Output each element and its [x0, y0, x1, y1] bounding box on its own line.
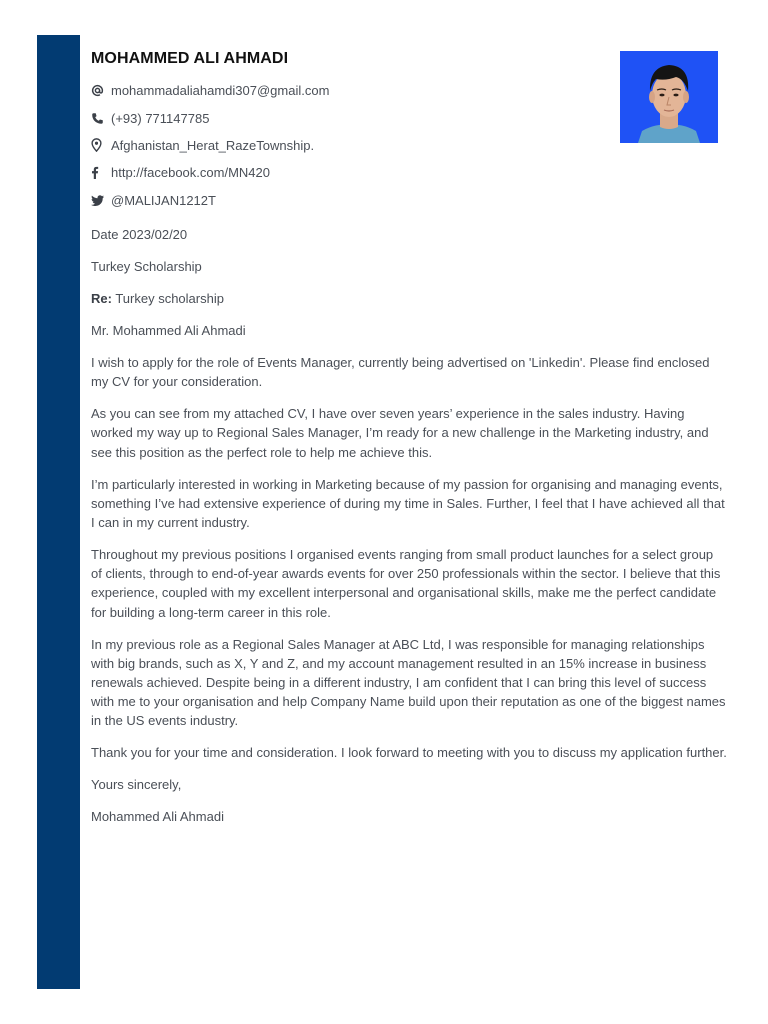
letter-paragraph: I wish to apply for the role of Events Manager, currently being advertised on 'Linkedin'. Please find enclosed my CV for your consideration.: [91, 354, 710, 390]
contact-email[interactable]: [91, 77, 727, 104]
contact-phone-text: (+93) 771147785: [111, 110, 210, 126]
letter-paragraph: As you can see from my attached CV, I have over seven years’ experience in the sales industry. Having worked my way up to Regional Sales Manager, I’m ready for a new challenge in the Marketing industry, and see this position as the perfect role to help me achieve this.: [91, 406, 709, 460]
contact-email-text: mohammadaliahamdi307@gmail.com: [111, 83, 330, 99]
letter-paragraph: Throughout my previous positions I organised events ranging from small product launches for a select group of clients, through to end-of-year awards events for over 250 professionals within the sector. I believe that this experience, coupled with my excellent interpersonal and organisational skills, make me the perfect candidate for building a long-term career in this role.: [91, 546, 721, 620]
contact-address: [91, 132, 727, 159]
contact-twitter[interactable]: [91, 187, 727, 214]
letter-closing: Yours sincerely,: [91, 777, 182, 793]
facebook-icon: [91, 166, 111, 179]
contact-facebook[interactable]: [91, 159, 727, 186]
twitter-icon: [91, 195, 111, 206]
contact-twitter-text: @MALIJAN1212T: [111, 192, 216, 208]
contact-facebook-text: http://facebook.com/MN420: [111, 165, 270, 181]
letter-paragraph: I’m particularly interested in working in Marketing because of my passion for organising and managing events, something I’ve had extensive experience of during my time in Sales. Further, I feel that I have achieved all that I can in my current industry.: [91, 476, 725, 530]
letter-signature: Mohammed Ali Ahmadi: [91, 809, 224, 825]
at-icon: [91, 84, 111, 97]
letter-subject: [91, 289, 727, 308]
subject-text: Turkey scholarship: [111, 290, 224, 306]
letter-content: [91, 48, 727, 839]
contact-list: [91, 77, 727, 214]
phone-icon: [91, 112, 111, 125]
letter-paragraph: In my previous role as a Regional Sales Manager at ABC Ltd, I was responsible for managing relationships with big brands, such as X, Y and Z, and my account management resulted in an 15% increase in business renewals achieved. Despite being in a different industry, I am confident that I can bring this level of success with me to your organisation and help Company Name build upon their reputation as one of the biggest names in the US events industry.: [91, 636, 726, 729]
letter-body: [91, 225, 727, 827]
location-pin-icon: [91, 138, 111, 152]
applicant-name: MOHAMMED ALI AHMADI: [91, 50, 289, 67]
letter-paragraph: Thank you for your time and consideration. I look forward to meeting with you to discuss my application further.: [91, 745, 727, 761]
subject-label: Re:: [91, 290, 112, 306]
sidebar-accent-bar: [37, 35, 80, 989]
letter-salutation: Mr. Mohammed Ali Ahmadi: [91, 322, 246, 338]
contact-phone[interactable]: [91, 104, 727, 131]
contact-address-text: Afghanistan_Herat_RazeTownship.: [111, 137, 315, 153]
letter-recipient: Turkey Scholarship: [91, 258, 202, 274]
letter-date: Date 2023/02/20: [91, 226, 188, 242]
